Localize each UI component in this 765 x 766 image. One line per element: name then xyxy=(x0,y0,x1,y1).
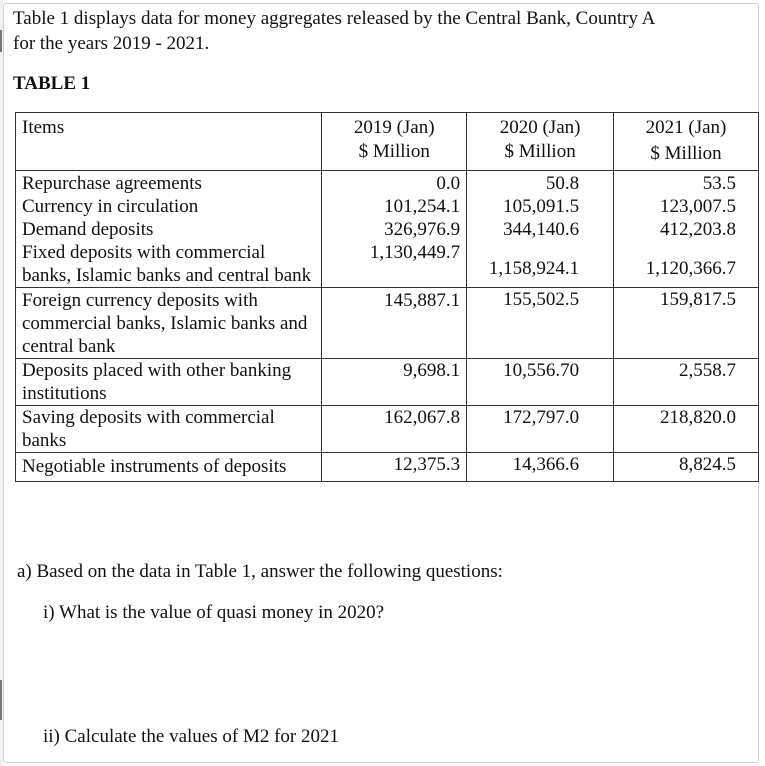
header-2019 xyxy=(322,113,467,171)
row-item-label: Currency in circulation xyxy=(22,196,199,217)
row-2021-cell: 8,824.5 xyxy=(614,453,759,482)
row-value: 53.5 xyxy=(702,173,736,194)
table-header-row xyxy=(16,113,759,171)
question-i: i) What is the value of quasi money in 2020? xyxy=(43,602,385,623)
row-item-cell: Negotiable instruments of deposits xyxy=(16,453,322,482)
row-2021-cell: 2,558.7 xyxy=(614,359,759,406)
row-item-cell: Foreign currency deposits with commercial banks, Islamic banks and central bank xyxy=(16,288,322,359)
row-2021-cell xyxy=(614,171,759,288)
header-2019-unit: $ Million xyxy=(358,141,430,162)
money-aggregates-table xyxy=(15,112,759,482)
row-2021-cell: 159,817.5 xyxy=(614,288,759,359)
edge-mark xyxy=(0,30,2,52)
row-item-cell: Saving deposits with commercial banks xyxy=(16,406,322,453)
row-2020-cell: 14,366.6 xyxy=(467,453,614,482)
header-2021-year: 2021 (Jan) xyxy=(645,117,727,138)
row-2019-cell: 12,375.3 xyxy=(322,453,467,482)
row-2019-cell: 145,887.1 xyxy=(322,288,467,359)
row-item-cell xyxy=(16,171,322,288)
question-a: a) Based on the data in Table 1, answer the following questions: xyxy=(17,561,503,582)
table-row xyxy=(16,171,759,288)
header-2021-unit: $ Million xyxy=(650,143,722,164)
row-2021-cell: 218,820.0 xyxy=(614,406,759,453)
edge-mark xyxy=(0,680,2,720)
row-item-label: Fixed deposits with commercial banks, Islamic banks and central bank xyxy=(22,242,312,286)
row-value: 123,007.5 xyxy=(660,196,736,217)
row-item-cell: Deposits placed with other banking institutions xyxy=(16,359,322,406)
row-value: 105,091.5 xyxy=(503,196,580,217)
row-value: 344,140.6 xyxy=(503,219,580,240)
row-2020-cell: 172,797.0 xyxy=(467,406,614,453)
row-item-label: Repurchase agreements xyxy=(22,173,202,194)
row-2020-cell: 155,502.5 xyxy=(467,288,614,359)
row-value: 0.0 xyxy=(436,173,461,194)
header-2020-year: 2020 (Jan) xyxy=(499,117,581,138)
header-2019-year: 2019 (Jan) xyxy=(353,117,435,138)
question-ii: ii) Calculate the values of M2 for 2021 xyxy=(43,726,340,747)
table-row xyxy=(16,359,759,406)
intro-paragraph xyxy=(13,6,743,56)
row-2020-cell xyxy=(467,171,614,288)
table-row xyxy=(16,406,759,453)
row-value: 1,130,449.7 xyxy=(369,242,461,263)
intro-line-1: Table 1 displays data for money aggregates released by the Central Bank, Country A xyxy=(13,8,656,29)
row-2019-cell: 162,067.8 xyxy=(322,406,467,453)
row-item-label: Demand deposits xyxy=(22,219,154,240)
header-2020 xyxy=(467,113,614,171)
row-value: 1,158,924.1 xyxy=(488,258,580,279)
table-title: TABLE 1 xyxy=(13,73,91,94)
row-value: 101,254.1 xyxy=(384,196,461,217)
row-2020-cell: 10,556.70 xyxy=(467,359,614,406)
header-2020-unit: $ Million xyxy=(504,141,576,162)
header-2021 xyxy=(614,113,759,171)
table-row xyxy=(16,288,759,359)
table-row xyxy=(16,453,759,482)
row-2019-cell xyxy=(322,171,467,288)
header-items: Items xyxy=(16,113,322,171)
row-value: 50.8 xyxy=(545,173,580,194)
row-value: 1,120,366.7 xyxy=(645,258,736,279)
row-value: 326,976.9 xyxy=(384,219,461,240)
row-value: 412,203.8 xyxy=(660,219,736,240)
intro-line-2: for the years 2019 - 2021. xyxy=(13,33,210,54)
row-2019-cell: 9,698.1 xyxy=(322,359,467,406)
